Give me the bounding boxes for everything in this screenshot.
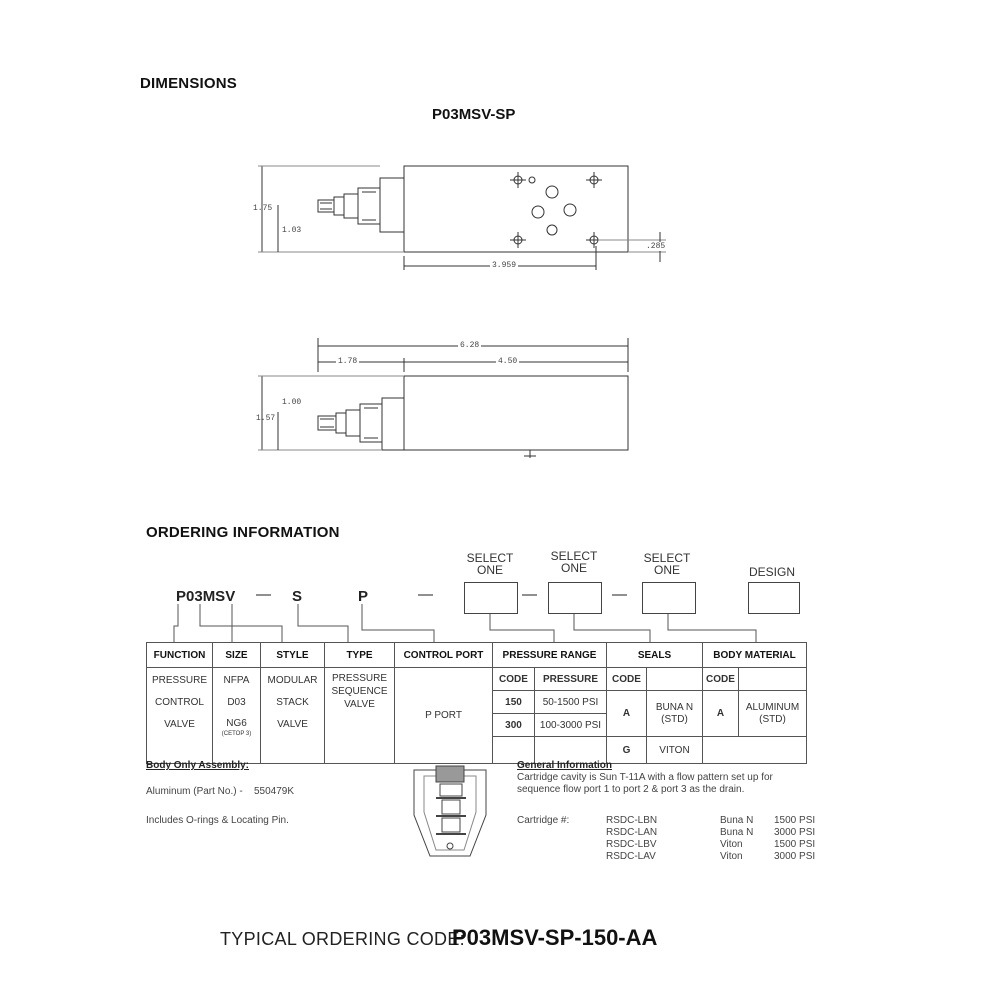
select-box-seals[interactable]	[548, 582, 602, 614]
top-view-drawing	[258, 166, 666, 270]
code-dash-4: —	[612, 586, 627, 603]
code-dash-3: —	[522, 586, 537, 603]
body-only-part-number: 550479K	[254, 786, 295, 797]
type-line: VALVE	[344, 699, 375, 710]
style-line: STACK	[276, 697, 309, 708]
size-line: D03	[227, 697, 246, 708]
dim-side-height-total: 1.57	[256, 414, 276, 423]
cartridge-seal: Buna N	[720, 815, 754, 826]
size-line: NG6	[226, 718, 247, 729]
cartridge-model: RSDC-LAV	[606, 851, 656, 862]
cell-style	[261, 668, 325, 764]
header-body-material: BODY MATERIAL	[703, 643, 807, 668]
body-only-part-label: Aluminum (Part No.) -	[146, 786, 243, 797]
cartridge-seal: Viton	[720, 839, 743, 850]
body-desc-aluminum	[739, 691, 807, 737]
typical-code-value: P03MSV-SP-150-AA	[452, 925, 658, 950]
code-style: S	[292, 588, 303, 605]
ordering-heading: ORDERING INFORMATION	[146, 524, 340, 541]
cartridge-pressure: 3000 PSI	[774, 851, 816, 862]
style-line: MODULAR	[267, 675, 318, 686]
seals-desc-header	[647, 668, 703, 691]
seals-code-a: A	[607, 691, 647, 737]
select-box-body[interactable]	[642, 582, 696, 614]
dim-side-width-left: 1.78	[338, 357, 358, 366]
cell-type	[325, 668, 395, 764]
dim-side-width-right: 4.50	[498, 357, 518, 366]
side-view-drawing	[258, 338, 628, 458]
select-one-label-2: SELECT ONE	[550, 549, 598, 575]
code-dash-2: —	[418, 586, 433, 603]
seals-desc-viton: VITON	[647, 737, 703, 764]
function-line: CONTROL	[155, 697, 204, 708]
select-one-label-1: SELECT ONE	[466, 551, 514, 577]
select-box-pressure[interactable]	[464, 582, 518, 614]
size-line: NFPA	[223, 675, 250, 686]
seals-line: (STD)	[661, 713, 688, 725]
pressure-range-150: 50-1500 PSI	[535, 691, 607, 714]
dim-top-height-inner: 1.03	[282, 226, 302, 235]
pressure-code-300: 300	[493, 714, 535, 737]
type-line: SEQUENCE	[331, 686, 388, 697]
header-control-port: CONTROL PORT	[395, 643, 493, 668]
dimensions-heading: DIMENSIONS	[140, 75, 238, 92]
cartridge-label: Cartridge #:	[517, 815, 570, 826]
cartridge-seal: Buna N	[720, 827, 754, 838]
cartridge-model: RSDC-LBN	[606, 815, 658, 826]
cell-size	[213, 668, 261, 764]
header-seals: SEALS	[607, 643, 703, 668]
dim-top-width: 3.959	[492, 261, 517, 270]
style-line: VALVE	[277, 719, 308, 730]
select-one-label-3: SELECT ONE	[643, 551, 691, 577]
cell-function	[147, 668, 213, 764]
header-style: STYLE	[261, 643, 325, 668]
design-box[interactable]	[748, 582, 800, 614]
typical-code-label: TYPICAL ORDERING CODE:	[220, 929, 465, 949]
body-empty-cell	[703, 737, 807, 764]
body-only-title: Body Only Assembly:	[146, 760, 249, 771]
function-line: VALVE	[164, 719, 195, 730]
code-dash-1: —	[256, 586, 271, 603]
header-size: SIZE	[213, 643, 261, 668]
general-info-title: General Information	[517, 760, 613, 771]
header-type: TYPE	[325, 643, 395, 668]
header-function: FUNCTION	[147, 643, 213, 668]
dim-top-offset: .285	[646, 242, 666, 251]
part-title: P03MSV-SP	[432, 106, 516, 123]
cartridge-model: RSDC-LAN	[606, 827, 658, 838]
body-line: (STD)	[759, 713, 786, 725]
pressure-value-header: PRESSURE	[535, 668, 607, 691]
body-only-note: Includes O-rings & Locating Pin.	[146, 815, 289, 826]
code-type: P	[358, 588, 369, 605]
dim-top-height-total: 1.75	[253, 204, 273, 213]
cartridge-seal: Viton	[720, 851, 743, 862]
cartridge-pressure: 1500 PSI	[774, 815, 816, 826]
seals-code-header: CODE	[607, 668, 647, 691]
general-info-text-1: Cartridge cavity is Sun T-11A with a flow pattern set up for	[517, 772, 773, 783]
pressure-code-150: 150	[493, 691, 535, 714]
dim-side-height-inner: 1.00	[282, 398, 302, 407]
body-code-a: A	[703, 691, 739, 737]
function-line: PRESSURE	[151, 675, 207, 686]
pressure-range-300: 100-3000 PSI	[535, 714, 607, 737]
dim-side-width-total: 6.28	[460, 341, 480, 350]
seals-line: BUNA N	[655, 701, 694, 713]
seals-desc-buna	[647, 691, 703, 737]
body-code-header: CODE	[703, 668, 739, 691]
size-line-small: (CETOP 3)	[221, 731, 252, 737]
code-base: P03MSV	[176, 588, 236, 605]
cartridge-pressure: 3000 PSI	[774, 827, 816, 838]
pressure-code-header: CODE	[493, 668, 535, 691]
body-line: ALUMINUM	[745, 701, 800, 713]
header-pressure-range: PRESSURE RANGE	[493, 643, 607, 668]
general-info-text-2: sequence flow port 1 to port 2 & port 3 as the drain.	[517, 784, 745, 795]
design-label: DESIGN	[748, 565, 795, 579]
seals-code-g: G	[607, 737, 647, 764]
cartridge-section-drawing	[414, 766, 486, 856]
ordering-table	[146, 642, 807, 764]
type-line: PRESSURE	[331, 673, 387, 684]
cartridge-pressure: 1500 PSI	[774, 839, 816, 850]
cell-control-port: P PORT	[395, 668, 493, 764]
cartridge-model: RSDC-LBV	[606, 839, 657, 850]
body-desc-header	[739, 668, 807, 691]
